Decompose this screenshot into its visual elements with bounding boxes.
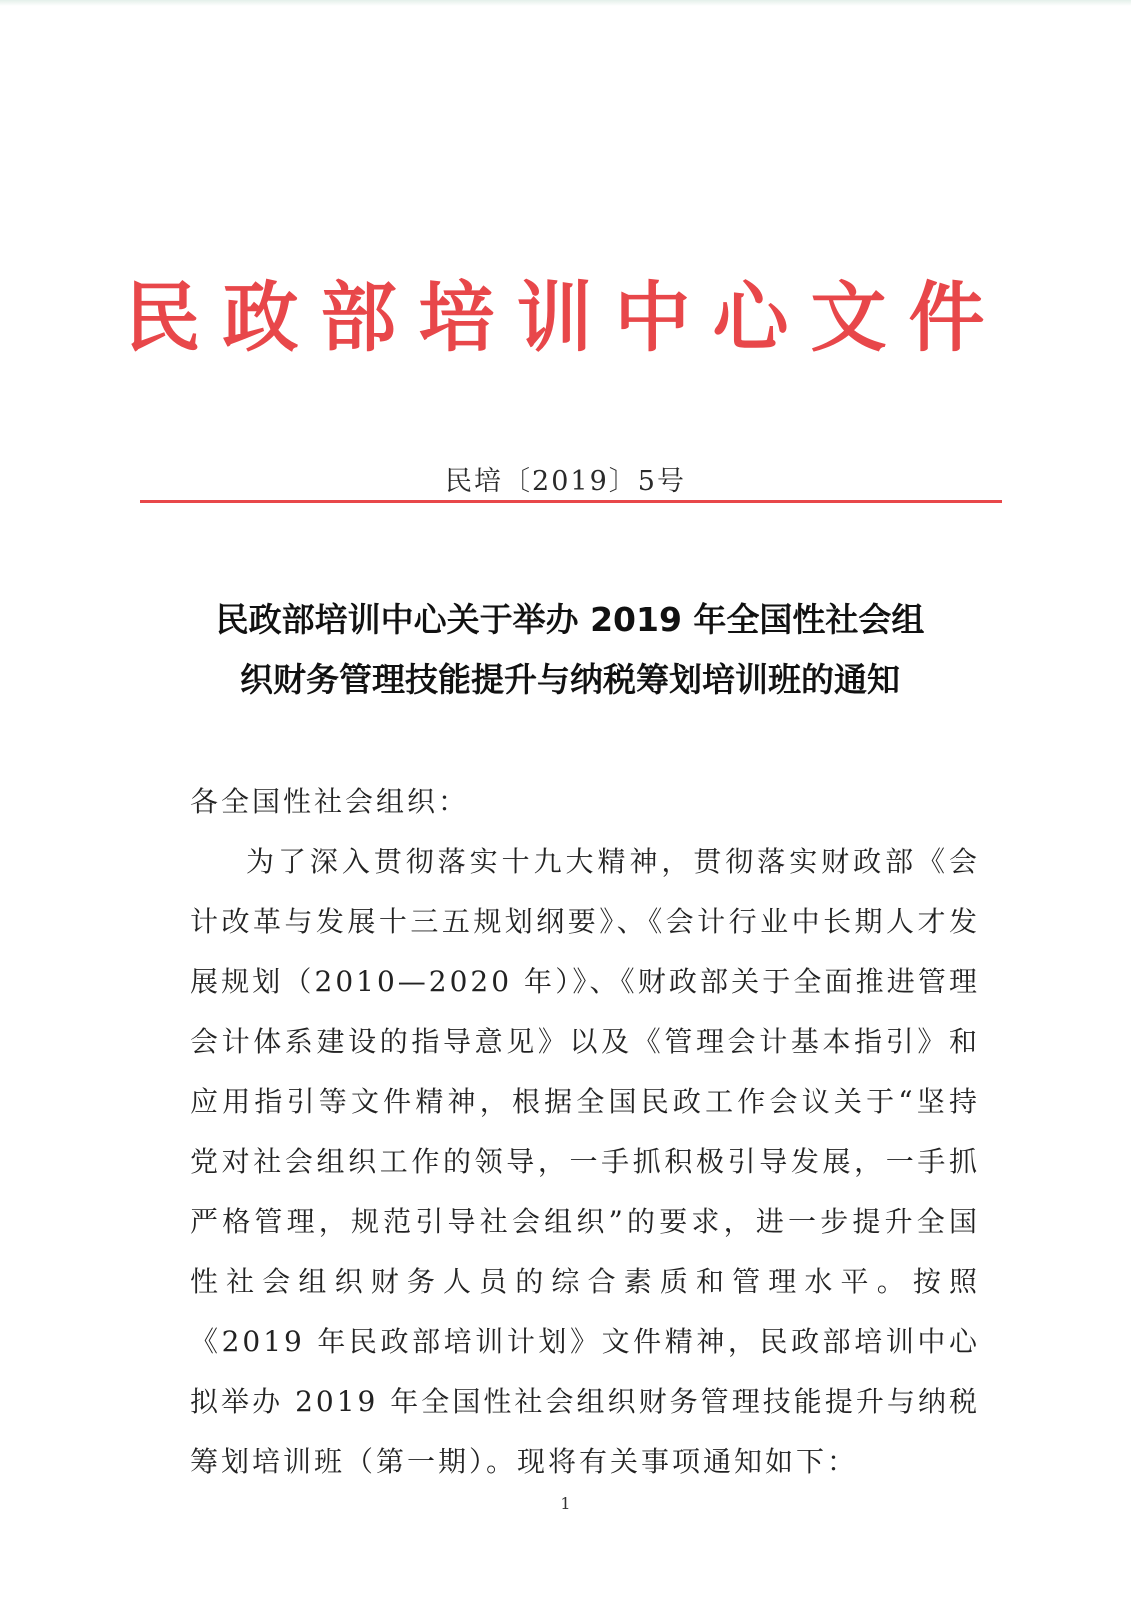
title-line-2: 织财务管理技能提升与纳税筹划培训班的通知 — [240, 660, 900, 699]
salutation: 各全国性社会组织： — [190, 785, 470, 818]
scan-edge — [0, 0, 1131, 6]
title-line-1: 民政部培训中心关于举办 2019 年全国性社会组 — [215, 600, 925, 639]
document-title — [170, 590, 970, 710]
red-divider-line — [140, 500, 1002, 503]
document-number: 民培〔2019〕5号 — [445, 466, 686, 497]
page-number: 1 — [560, 1494, 571, 1513]
document-body — [190, 772, 980, 1492]
body-paragraph-1: 为了深入贯彻落实十九大精神，贯彻落实财政部《会计改革与发展十三五规划纲要》、《会计行业中长期人才发展规划（2010—2020 年）》、《财政部关于全面推进管理会计体系建设的指导意见》以及《管理会计基本指引》和应用指引等文件精神，根据全国民政工作会议关于“坚持党对社会组织工作的领导，一手抓积极引导发展，一手抓严格管理，规范引导社会组织”的要求，进一步提升全国性社会组织财务人员的综合素质和管理水平。按照《2019 年民政部培训计划》文件精神，民政部培训中心拟举办 2019 年全国性社会组织财务管理技能提升与纳税筹划培训班（第一期）。现将有关事项通知如下： — [190, 845, 980, 1478]
document-header: 民政部培训中心文件 — [124, 273, 1007, 362]
